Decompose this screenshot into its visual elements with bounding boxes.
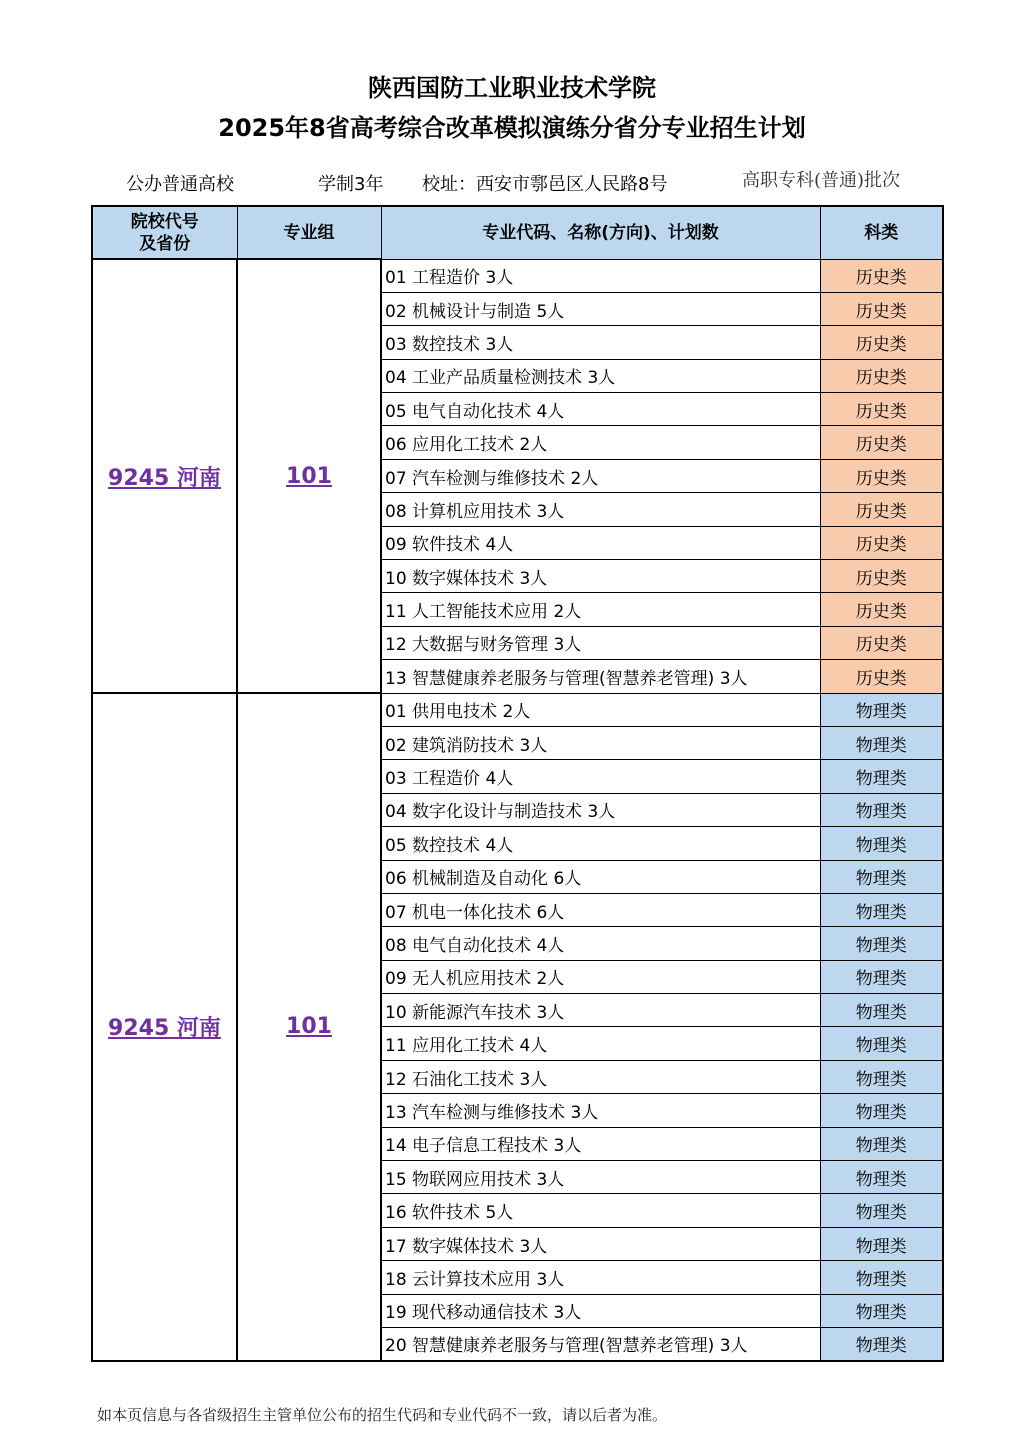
- page-title: 陕西国防工业职业技术学院: [368, 74, 656, 102]
- category-cell: 物理类: [820, 827, 943, 860]
- major-name: 06 应用化工技术 2人: [381, 426, 820, 459]
- category-cell: 物理类: [820, 1060, 943, 1093]
- major-group-cell: [237, 693, 381, 1361]
- school-code-cell: [92, 259, 237, 693]
- major-name: 02 建筑消防技术 3人: [381, 726, 820, 759]
- major-name: 03 工程造价 4人: [381, 760, 820, 793]
- category-cell: 物理类: [820, 1094, 943, 1127]
- major-group-cell: [237, 259, 381, 693]
- major-name: 11 应用化工技术 4人: [381, 1027, 820, 1060]
- major-name: 04 工业产品质量检测技术 3人: [381, 359, 820, 392]
- category-cell: 物理类: [820, 760, 943, 793]
- school-code-link[interactable]: 9245 河南: [108, 1016, 221, 1042]
- category-cell: 物理类: [820, 1161, 943, 1194]
- major-name: 07 机电一体化技术 6人: [381, 893, 820, 926]
- major-name: 09 无人机应用技术 2人: [381, 960, 820, 993]
- category-cell: 历史类: [820, 259, 943, 292]
- category-cell: 历史类: [820, 526, 943, 559]
- table-header: [92, 206, 943, 259]
- duration: 学制3年: [318, 174, 384, 195]
- major-name: 05 数控技术 4人: [381, 827, 820, 860]
- category-cell: 物理类: [820, 994, 943, 1027]
- category-cell: 历史类: [820, 593, 943, 626]
- category-cell: 物理类: [820, 793, 943, 826]
- major-name: 07 汽车检测与维修技术 2人: [381, 459, 820, 492]
- major-name: 19 现代移动通信技术 3人: [381, 1294, 820, 1327]
- category-cell: 物理类: [820, 893, 943, 926]
- school-code-cell: [92, 693, 237, 1361]
- category-cell: 物理类: [820, 1261, 943, 1294]
- footer-note: 如本页信息与各省级招生主管单位公布的招生代码和专业代码不一致，请以后者为准。: [97, 1406, 668, 1424]
- category-cell: 物理类: [820, 1294, 943, 1327]
- major-name: 03 数控技术 3人: [381, 326, 820, 359]
- table-row: [92, 693, 943, 726]
- major-name: 10 新能源汽车技术 3人: [381, 994, 820, 1027]
- header-major: 专业代码、名称(方向)、计划数: [381, 206, 820, 259]
- major-name: 04 数字化设计与制造技术 3人: [381, 793, 820, 826]
- category-cell: 历史类: [820, 292, 943, 325]
- school-code-link[interactable]: 9245 河南: [108, 465, 221, 491]
- major-name: 12 大数据与财务管理 3人: [381, 626, 820, 659]
- enrollment-table: [91, 205, 944, 1362]
- major-name: 05 电气自动化技术 4人: [381, 393, 820, 426]
- address: 校址：西安市鄠邑区人民路8号: [422, 174, 668, 195]
- category-cell: 物理类: [820, 1127, 943, 1160]
- category-cell: 历史类: [820, 393, 943, 426]
- category-cell: 历史类: [820, 426, 943, 459]
- major-name: 16 软件技术 5人: [381, 1194, 820, 1227]
- category-cell: 历史类: [820, 560, 943, 593]
- major-name: 17 数字媒体技术 3人: [381, 1227, 820, 1260]
- major-name: 01 工程造价 3人: [381, 259, 820, 292]
- major-name: 06 机械制造及自动化 6人: [381, 860, 820, 893]
- major-name: 01 供用电技术 2人: [381, 693, 820, 726]
- category-cell: 物理类: [820, 1027, 943, 1060]
- category-cell: 物理类: [820, 1328, 943, 1361]
- category-cell: 物理类: [820, 1194, 943, 1227]
- major-name: 09 软件技术 4人: [381, 526, 820, 559]
- major-name: 11 人工智能技术应用 2人: [381, 593, 820, 626]
- major-group-link[interactable]: 101: [286, 463, 332, 489]
- major-name: 13 智慧健康养老服务与管理(智慧养老管理) 3人: [381, 660, 820, 693]
- header-group: 专业组: [237, 206, 381, 259]
- major-name: 14 电子信息工程技术 3人: [381, 1127, 820, 1160]
- school-type: 公办普通高校: [126, 174, 234, 195]
- category-cell: 物理类: [820, 726, 943, 759]
- category-cell: 历史类: [820, 326, 943, 359]
- batch: 高职专科(普通)批次: [742, 170, 901, 191]
- category-cell: 历史类: [820, 459, 943, 492]
- category-cell: 物理类: [820, 693, 943, 726]
- major-name: 13 汽车检测与维修技术 3人: [381, 1094, 820, 1127]
- major-name: 12 石油化工技术 3人: [381, 1060, 820, 1093]
- major-name: 02 机械设计与制造 5人: [381, 292, 820, 325]
- major-name: 18 云计算技术应用 3人: [381, 1261, 820, 1294]
- category-cell: 物理类: [820, 1227, 943, 1260]
- major-name: 20 智慧健康养老服务与管理(智慧养老管理) 3人: [381, 1328, 820, 1361]
- major-name: 08 计算机应用技术 3人: [381, 493, 820, 526]
- major-name: 08 电气自动化技术 4人: [381, 927, 820, 960]
- page-subtitle: 2025年8省高考综合改革模拟演练分省分专业招生计划: [218, 114, 806, 142]
- category-cell: 物理类: [820, 927, 943, 960]
- major-name: 10 数字媒体技术 3人: [381, 560, 820, 593]
- category-cell: 历史类: [820, 626, 943, 659]
- major-group-link[interactable]: 101: [286, 1014, 332, 1040]
- table-row: [92, 259, 943, 292]
- major-name: 15 物联网应用技术 3人: [381, 1161, 820, 1194]
- category-cell: 物理类: [820, 960, 943, 993]
- header-category: 科类: [820, 206, 943, 259]
- category-cell: 历史类: [820, 660, 943, 693]
- category-cell: 物理类: [820, 860, 943, 893]
- header-school: 院校代号 及省份: [92, 206, 237, 259]
- category-cell: 历史类: [820, 493, 943, 526]
- category-cell: 历史类: [820, 359, 943, 392]
